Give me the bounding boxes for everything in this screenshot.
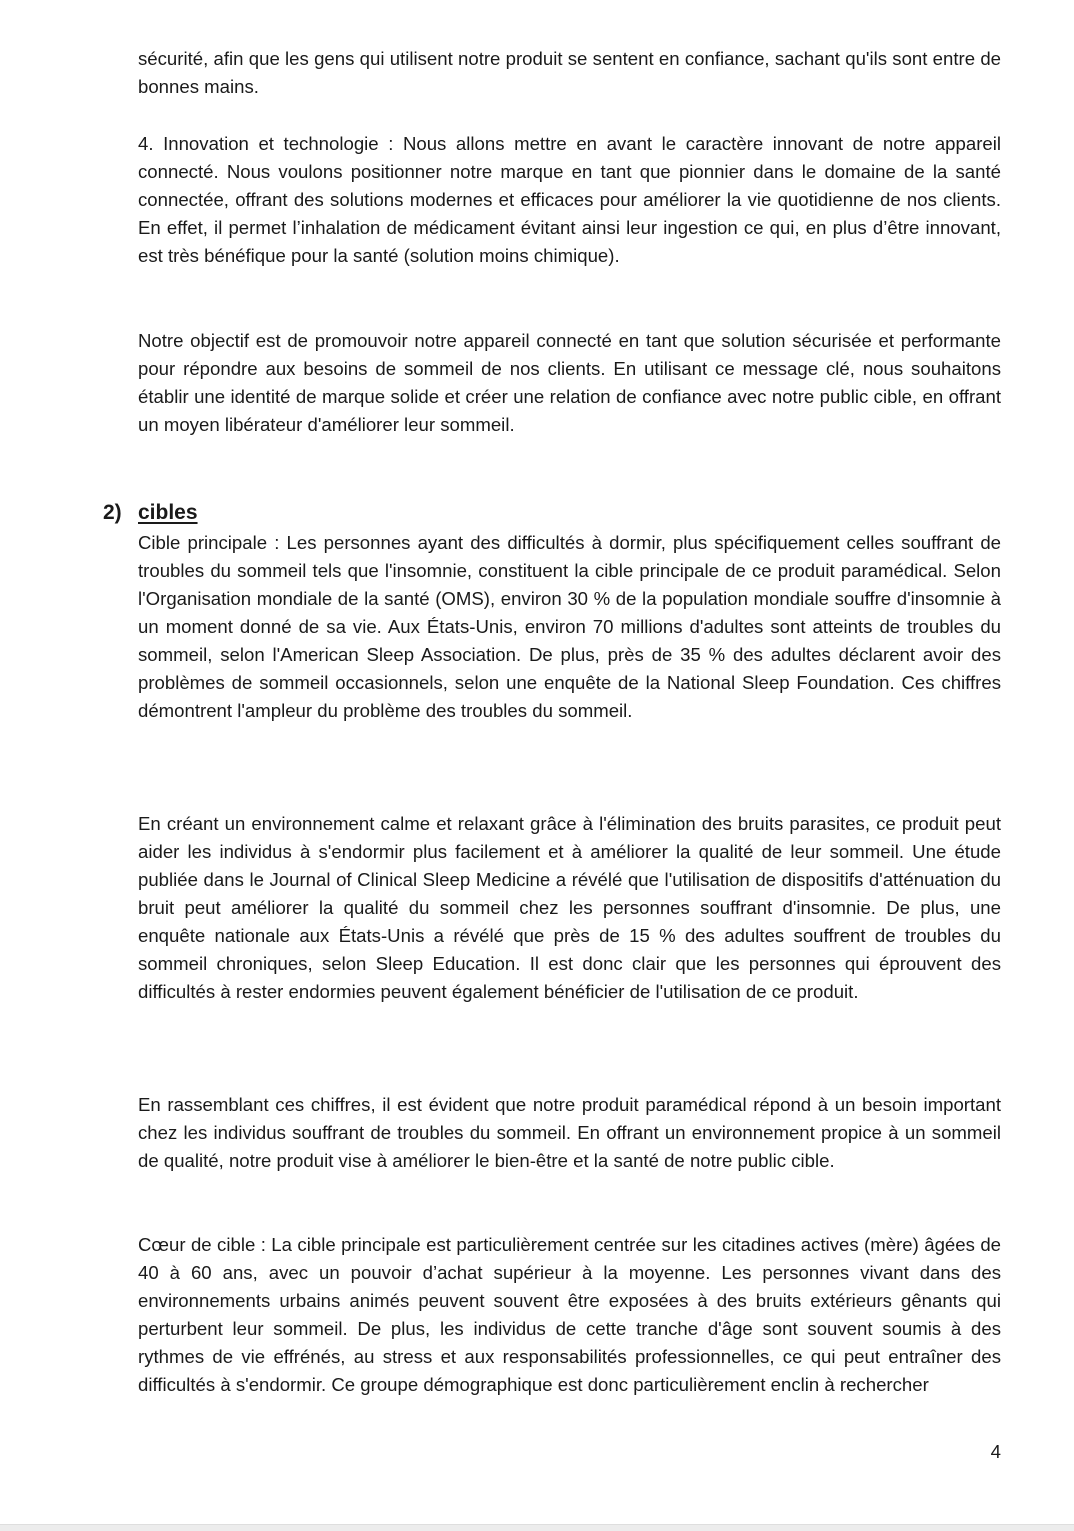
paragraph-securite: sécurité, afin que les gens qui utilisent notre produit se sentent en confiance, sachant qu'ils sont entre de bonnes mains. — [138, 48, 1001, 97]
paragraph-environnement-calme: En créant un environnement calme et relaxant grâce à l'élimination des bruits parasites, ce produit peut aider les individus à s'endormir plus facilement et à améliorer la qualité de leur sommeil. Une étude publiée dans le Journal of Clinical Sleep Medicine a révélé que l'utilisation de dispositifs d'atténuation du bruit peut améliorer la qualité du sommeil chez les personnes souffrant d'insomnie. De plus, une enquête nationale aux États-Unis a révélé que près de 15 % des adultes souffrent de troubles du sommeil chroniques, selon Sleep Education. Il est donc clair que les personnes qui éprouvent des difficultés à rester endormies peuvent également bénéficier de l'utilisation de ce produit. — [138, 813, 1001, 1002]
section-number: 2) — [103, 501, 122, 524]
section-heading-cibles — [103, 499, 198, 527]
paragraph-objectif: Notre objectif est de promouvoir notre appareil connecté en tant que solution sécurisée et performante pour répondre aux besoins de sommeil de nos clients. En utilisant ce message clé, nous souhaitons établir une identité de marque solide et créer une relation de confiance avec notre public cible, en offrant un moyen libérateur d'améliorer leur sommeil. — [138, 330, 1001, 435]
page-number: 4 — [990, 1441, 1001, 1462]
paragraph-coeur-de-cible: Cœur de cible : La cible principale est particulièrement centrée sur les citadines actives (mère) âgées de 40 à 60 ans, avec un pouvoir d’achat supérieur à la moyenne. Les personnes vivant dans des environnements urbains animés peuvent souvent être exposées à des bruits extérieurs gênants qui perturbent leur sommeil. De plus, les individus de cette tranche d'âge sont souvent soumis à des rythmes de vie effrénés, au stress et aux responsabilités professionnelles, ce qui peut entraîner des difficultés à s'endormir. Ce groupe démographique est donc particulièrement enclin à rechercher — [138, 1234, 1001, 1395]
paragraph-cible-principale: Cible principale : Les personnes ayant des difficultés à dormir, plus spécifiquement celles souffrant de troubles du sommeil tels que l'insomnie, constituent la cible principale de ce produit paramédical. Selon l'Organisation mondiale de la santé (OMS), environ 30 % de la population mondiale souffre d'insomnie à un moment donné de sa vie. Aux États-Unis, environ 70 millions d'adultes sont atteints de troubles du sommeil, selon l'American Sleep Association. De plus, près de 35 % des adultes déclarent avoir des problèmes de sommeil occasionnels, selon une enquête de la National Sleep Foundation. Ces chiffres démontrent l'ampleur du problème des troubles du sommeil. — [138, 532, 1001, 721]
paragraph-innovation-technologie: 4. Innovation et technologie : Nous allons mettre en avant le caractère innovant de notre appareil connecté. Nous voulons positionner notre marque en tant que pionnier dans le domaine de la santé connectée, offrant des solutions modernes et efficaces pour améliorer la vie quotidienne de nos clients. En effet, il permet l’inhalation de médicament évitant ainsi leur ingestion ce qui, en plus d’être innovant, est très bénéfique pour la santé (solution moins chimique). — [138, 133, 1001, 266]
paragraph-rassemblant-chiffres: En rassemblant ces chiffres, il est évident que notre produit paramédical répond à un besoin important chez les individus souffrant de troubles du sommeil. En offrant un environnement propice à un sommeil de qualité, notre produit vise à améliorer le bien-être et la santé de notre public cible. — [138, 1094, 1001, 1171]
section-title: cibles — [138, 501, 198, 524]
